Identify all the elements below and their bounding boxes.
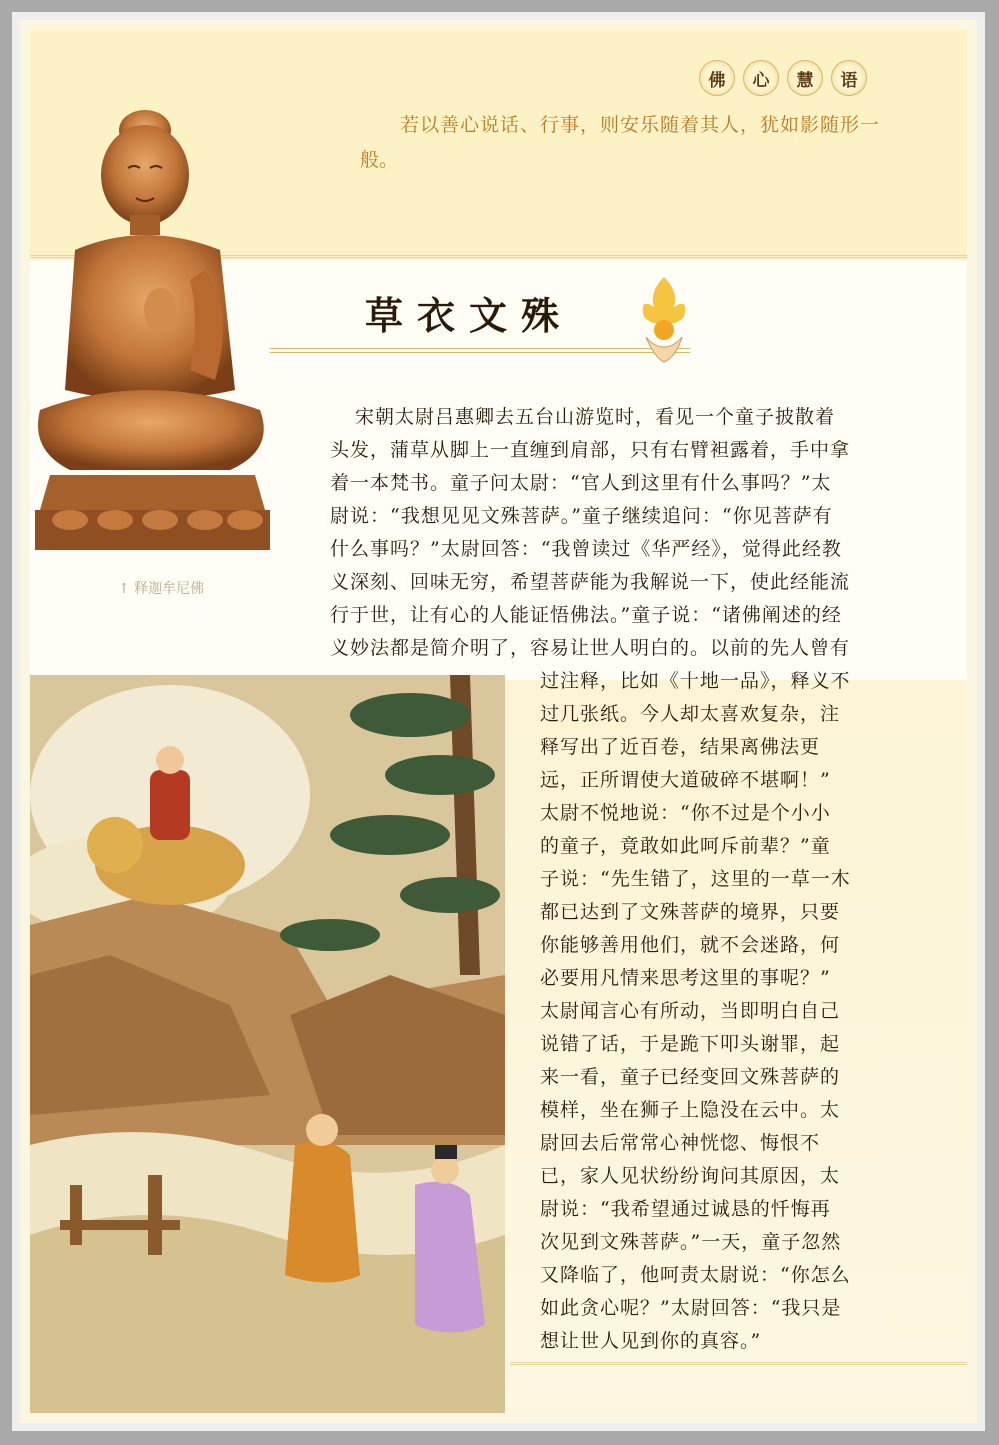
body-line: 如此贪心呢？”太尉回答：“我只是	[540, 1297, 842, 1319]
body-line: 头发，蒲草从脚上一直缠到肩部，只有右臂袒露着，手中拿	[330, 439, 851, 461]
body-line: 远，正所谓使大道破碎不堪啊！”	[540, 769, 831, 791]
statue-caption: ↑ 释迦牟尼佛	[118, 581, 205, 597]
body-line: 次见到文殊菩萨。”一天，童子忽然	[540, 1231, 842, 1253]
title-divider	[270, 348, 690, 353]
body-line: 子说：“先生错了，这里的一草一木	[540, 868, 851, 890]
body-line: 又降临了，他呵责太尉说：“你怎么	[540, 1264, 851, 1286]
flame-hand-icon	[634, 272, 694, 367]
body-line: 尉回去后常常心神恍惚、悔恨不	[540, 1132, 821, 1154]
motto-line1: 若以善心说话、行事，则安乐随着其人，犹如影随形一	[400, 114, 881, 136]
body-line: 尉说：“我希望通过诚恳的忏悔再	[540, 1198, 831, 1220]
body-line: 过几张纸。今人却太喜欢复杂，注	[540, 703, 841, 725]
manjusri-painting	[30, 675, 505, 1413]
footer-band	[510, 1362, 967, 1387]
seal-char: 心	[743, 60, 779, 96]
body-line: 过注释，比如《十地一品》，释义不	[540, 670, 851, 692]
body-line: 想让世人见到你的真容。”	[540, 1330, 762, 1352]
body-line: 着一本梵书。童子问太尉：“官人到这里有什么事吗？”太	[330, 472, 832, 494]
article-title: 草衣文殊	[365, 293, 574, 338]
buddha-statue-image	[30, 80, 275, 560]
body-line: 尉说：“我想见见文殊菩萨。”童子继续追问：“你见菩萨有	[330, 505, 833, 527]
body-line: 来一看，童子已经变回文殊菩萨的	[540, 1066, 841, 1088]
body-line: 行于世，让有心的人能证悟佛法。”童子说：“诸佛阐述的经	[330, 604, 842, 626]
motto-line2: 般。	[360, 149, 399, 171]
body-line: 说错了话，于是跪下叩头谢罪，起	[540, 1033, 841, 1055]
body-line: 义深刻、回味无穷，希望菩萨能为我解说一下，使此经能流	[330, 571, 851, 593]
seal-char: 语	[831, 60, 867, 96]
body-line: 模样，坐在狮子上隐没在云中。太	[540, 1099, 841, 1121]
body-line: 的童子，竟敢如此呵斥前辈？”童	[540, 835, 831, 857]
body-line: 什么事吗？”太尉回答：“我曾读过《华严经》，觉得此经教	[330, 538, 842, 560]
body-line: 释写出了近百卷，结果离佛法更	[540, 736, 821, 758]
body-line: 你能够善用他们，就不会迷路，何	[540, 934, 841, 956]
seal-char: 佛	[699, 60, 735, 96]
page-content	[30, 30, 967, 1413]
section-label	[699, 60, 867, 96]
body-line: 都已达到了文殊菩萨的境界，只要	[540, 901, 841, 923]
body-line: 太尉不悦地说：“你不过是个小小	[540, 802, 831, 824]
body-line: 已，家人见状纷纷询问其原因，太	[540, 1165, 841, 1187]
body-line: 宋朝太尉吕惠卿去五台山游览时，看见一个童子披散着	[355, 406, 836, 428]
body-line: 义妙法都是简介明了，容易让世人明白的。以前的先人曾有	[330, 637, 851, 659]
seal-char: 慧	[787, 60, 823, 96]
body-line: 太尉闻言心有所动，当即明白自己	[540, 1000, 841, 1022]
page-frame	[12, 12, 985, 1431]
body-line: 必要用凡情来思考这里的事呢？”	[540, 967, 831, 989]
